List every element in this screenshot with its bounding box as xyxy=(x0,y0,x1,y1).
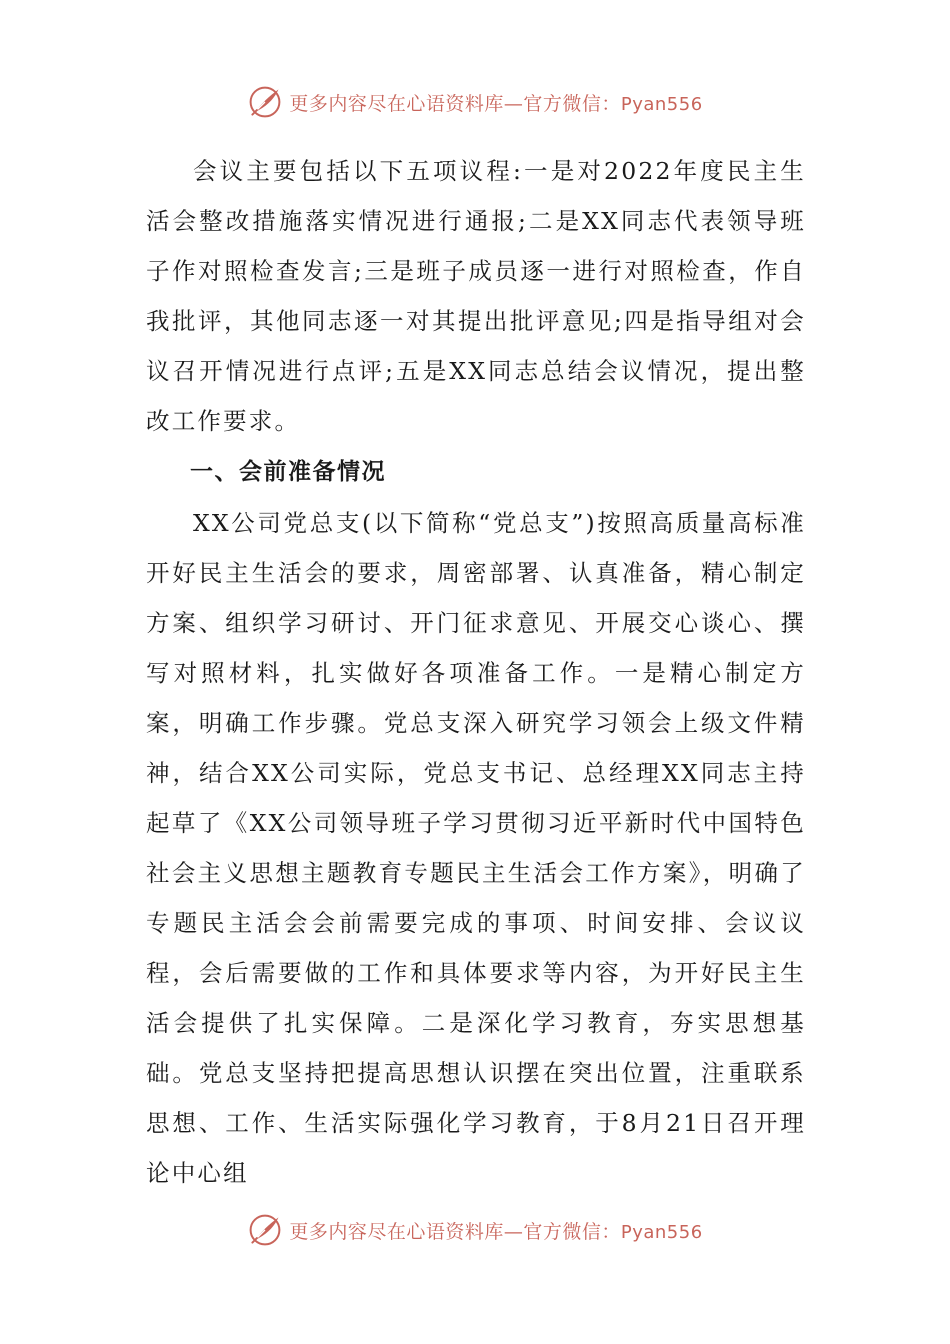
agenda-paragraph: 会议主要包括以下五项议程:一是对2022年度民主生活会整改措施落实情况进行通报;二是XX同志代表领导班子作对照检查发言;三是班子成员逐一进行对照检查，作自我批评，其他同志逐一对其提出批评意见;四是指导组对会议召开情况进行点评;五是XX同志总结会议情况，提出整改工作要求。 xyxy=(146,157,806,435)
quill-logo-icon xyxy=(247,84,283,120)
document-body xyxy=(146,146,806,1198)
preparation-paragraph: XX公司党总支(以下简称“党总支”)按照高质量高标准开好民主生活会的要求，周密部署、认真准备，精心制定方案、组织学习研讨、开门征求意见、开展交心谈心、撰写对照材料，扎实做好各项准备工作。一是精心制定方案，明确工作步骤。党总支深入研究学习领会上级文件精神，结合XX公司实际，党总支书记、总经理XX同志主持起草了《XX公司领导班子学习贯彻习近平新时代中国特色社会主义思想主题教育专题民主生活会工作方案》，明确了专题民主活会会前需要完成的事项、时间安排、会议议程，会后需要做的工作和具体要求等内容，为开好民主生活会提供了扎实保障。二是深化学习教育，夯实思想基础。党总支坚持把提高思想认识摆在突出位置，注重联系思想、工作、生活实际强化学习教育，于8月21日召开理论中心组 xyxy=(146,509,806,1187)
watermark-banner-bottom xyxy=(0,1210,950,1250)
watermark-text: 更多内容尽在心语资料库—官方微信：Pyan556 xyxy=(289,92,703,115)
quill-logo-icon xyxy=(247,1212,283,1248)
watermark-banner-top xyxy=(0,82,950,122)
section-heading: 一、会前准备情况 xyxy=(190,459,386,485)
watermark-text: 更多内容尽在心语资料库—官方微信：Pyan556 xyxy=(289,1220,703,1243)
